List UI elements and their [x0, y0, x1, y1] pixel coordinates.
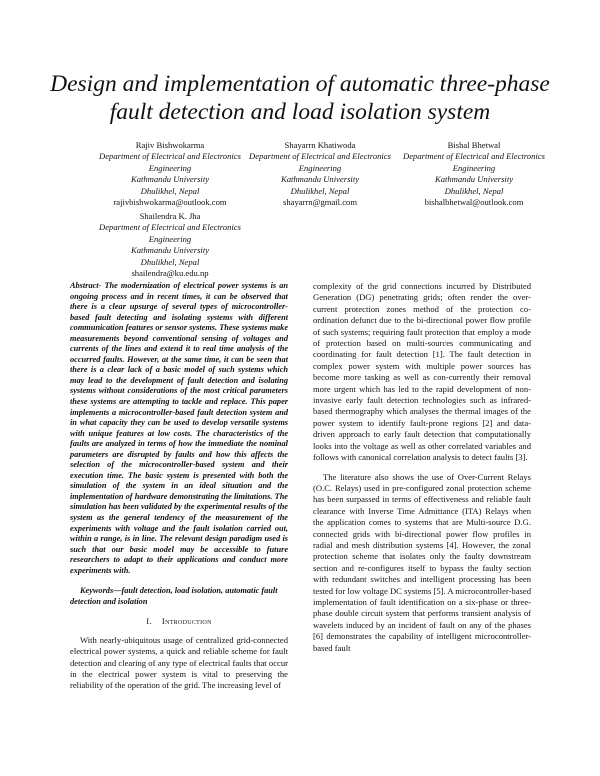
author-location: Dhulikhel, Nepal [140, 185, 200, 196]
author-email: shayarrn@gmail.com [282, 197, 358, 208]
author-department: Department of Electrical and Electronics Engineering [99, 222, 241, 244]
body-paragraph-1: complexity of the grid connections incurred by Distributed Generation (DG) penetrating grids; often render the over-current protection zones method of the protection co-ordination defunct due to the bi-directional power flow profile of such systems; requiring fault protection that employ a mode of protection based on multi-sources communicating and coordinating for fault detection [1]. The fault detection in complex power system with multiple power sources has become more tasking as well as con-currently their removal more urgent which has led to the rapid development of non-invasive early fault detection technologies such as infrared-based thermography which analyses the thermal images of the power system to identify fault-prone regions [2] and data-driven approach to early fault detection that computationally looks into the voltage as well as other correlated variables and follows with canonical correlation analysis to detect faults [3]. [313, 281, 531, 463]
author-department: Department of Electrical and Electronics Engineering [99, 151, 241, 173]
author-block-2 [240, 140, 400, 208]
section-title: Introduction [161, 616, 212, 627]
author-location: Dhulikhel, Nepal [444, 185, 504, 196]
abstract: Abstract- The modernization of electrical power systems is an ongoing process and in recent times, it can be observed that there is a clear upsurge of several types of microcontroller-based fault detecting and isolating systems with different communication features or sensor systems. These systems make measurements beyond conventional sensing of voltages and currents of the lines and extend it to real time analysis of the occurred faults. However, at the same time, it can be seen that there is a clear lack of a basic model of such systems which may lead to the development of fault detection and isolating systems without considerations of the most critical parameters these systems are attempting to tackle and replace. This paper implements a microcontroller-based fault detection system and in what capacity they can be used to develop versatile systems with unique features at low costs. The characteristics of the faults are analyzed in terms of how the immediate the nominal parameters are disrupted by faults and how this affects the selection of the microcontroller-based system and their execution time. The basic system is presented with both the simulation of the system in an ideal situation and the implementation of hardware demonstrating the limitations. The simulation has been validated by the experimental results of the system as the general tendency of the measurement of the experiments with voltage and the fault isolation carried out, within a range, is in line. The relevant design paradigm used is such that our basic model may be accessible to future researchers to adapt to their applications and conduct more experiments with. [70, 281, 288, 575]
author-department: Department of Electrical and Electronics Engineering [249, 151, 391, 173]
paper-title: Design and implementation of automatic three-phase fault detection and load isolation system [50, 71, 550, 125]
section-heading [70, 616, 288, 627]
keywords: Keywords—fault detection, load isolation, automatic fault detection and isolation [70, 586, 278, 606]
section-number: I. [146, 616, 152, 627]
author-name: Shailendra K. Jha [139, 211, 201, 221]
left-column [70, 281, 288, 692]
author-email: rajivbishwokarma@outlook.com [113, 197, 227, 208]
author-location: Dhulikhel, Nepal [290, 185, 350, 196]
author-department: Department of Electrical and Electronics Engineering [403, 151, 545, 173]
author-location: Dhulikhel, Nepal [140, 256, 200, 267]
author-email: bishalbhetwal@outlook.com [424, 197, 524, 208]
author-name: Shayarrn Khatiwoda [284, 140, 356, 150]
author-block-4 [90, 211, 250, 279]
author-email: shailendra@ku.edu.np [131, 268, 209, 279]
author-name: Bishal Bhetwal [447, 140, 501, 150]
author-university: Kathmandu University [130, 245, 210, 256]
author-university: Kathmandu University [130, 174, 210, 185]
author-name: Rajiv Bishwokarma [135, 140, 205, 150]
right-column [313, 281, 531, 654]
author-university: Kathmandu University [280, 174, 360, 185]
author-block-3 [394, 140, 554, 208]
intro-paragraph: With nearly-ubiquitous usage of centralized grid-connected electrical power systems, a quick and reliable scheme for fault detection and clearing of any type of electrical faults that occur in the electrical power system is vital to preserving the reliability of the operation of the grid. The increasing level of [70, 634, 288, 691]
body-paragraph-2: The literature also shows the use of Over-Current Relays (O.C. Relays) used in pre-configured zonal protection scheme has been surpassed in terms of effectiveness and reliable fault clearance with Inverse Time Admittance (ITA) Relays when the application comes to systems that are Multi-source D.G. connected grids with bi-directional power flow profiles in radial and mesh distribution systems [4]. However, the zonal protection scheme that isolates only the faulty downstream section and re-configures itself to bypass the faulty section with redundant switches and intelligent processing has been tested for low voltage DC systems [5]. A microcontroller-based implementation of fault identification on a six-phase or three-phase double circuit system that performs transient analysis of wavelets induced by an incident of fault on any of the phases [6] demonstrates the capability of intelligent microcontroller-based fault [313, 471, 531, 653]
author-block-1 [90, 140, 250, 208]
author-university: Kathmandu University [434, 174, 514, 185]
